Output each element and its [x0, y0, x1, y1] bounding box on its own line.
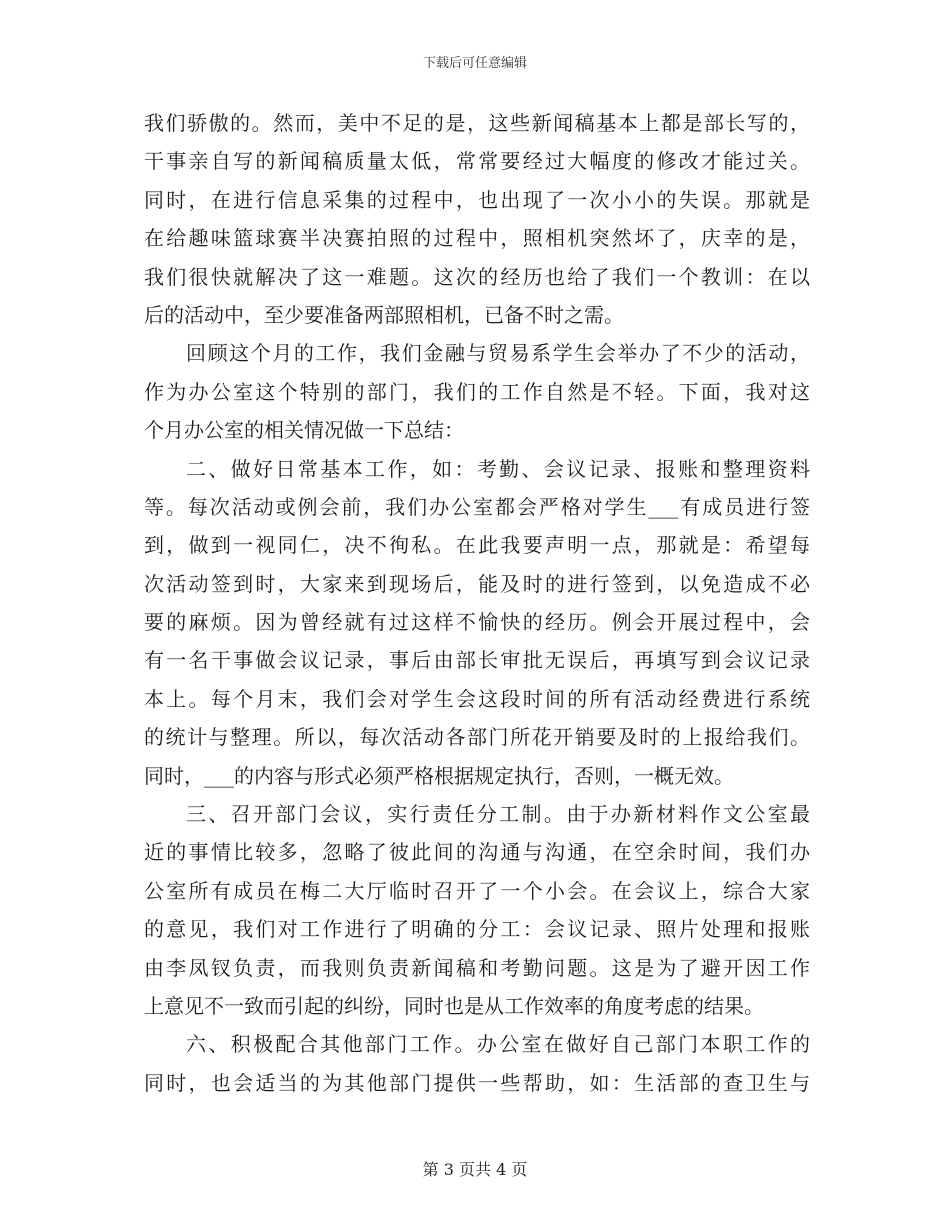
- paragraph-start-line: 回顾这个月的工作，我们金融与贸易系学生会举办了不少的活动，: [186, 341, 810, 366]
- paragraph-start-line: 二、做好日常基本工作，如：考勤、会议记录、报账和整理资料: [186, 456, 810, 481]
- body-line: 本上。每个月末，我们会对学生会这段时间的所有活动经费进行系统: [144, 686, 810, 711]
- body-line: 要的麻烦。因为曾经就有过这样不愉快的经历。例会开展过程中，会: [144, 610, 810, 635]
- body-line: 的意见，我们对工作进行了明确的分工：会议记录、照片处理和报账: [144, 917, 810, 942]
- body-line: 个月办公室的相关情况做一下总结：: [144, 418, 464, 443]
- paragraph-start-line: 三、召开部门会议，实行责任分工制。由于办新材料作文公室最: [186, 802, 810, 827]
- page-number: 第 3 页共 4 页: [422, 1160, 528, 1179]
- body-line: 同时，也会适当的为其他部门提供一些帮助，如：生活部的查卫生与: [144, 1070, 810, 1095]
- body-line: 同时，___的内容与形式必须严格根据规定执行，否则，一概无效。: [144, 763, 734, 788]
- body-line: 作为办公室这个特别的部门，我们的工作自然是不轻。下面，我对这: [144, 379, 810, 404]
- body-line: 的统计与整理。所以，每次活动各部门所花开销要及时的上报给我们。: [144, 725, 810, 750]
- body-line: 近的事情比较多，忽略了彼此间的沟通与沟通，在空余时间，我们办: [144, 840, 810, 865]
- body-line: 由李凤钗负责，而我则负责新闻稿和考勤问题。这是为了避开因工作: [144, 955, 810, 980]
- body-line: 后的活动中，至少要准备两部照相机，已备不时之需。: [144, 302, 624, 327]
- document-body: [144, 104, 810, 1102]
- page-header: 下载后可任意编辑: [422, 56, 527, 71]
- body-line: 上意见不一致而引起的纠纷，同时也是从工作效率的角度考虑的结果。: [144, 993, 764, 1018]
- body-line: 公室所有成员在梅二大厅临时召开了一个小会。在会议上，综合大家: [144, 878, 810, 903]
- body-line: 同时，在进行信息采集的过程中，也出现了一次小小的失误。那就是: [144, 187, 810, 212]
- body-line: 到，做到一视同仁，决不徇私。在此我要声明一点，那就是：希望每: [144, 533, 810, 558]
- body-line: 我们很快就解决了这一难题。这次的经历也给了我们一个教训：在以: [144, 264, 810, 289]
- body-line: 等。每次活动或例会前，我们办公室都会严格对学生___有成员进行签: [144, 494, 810, 519]
- body-line: 干事亲自写的新闻稿质量太低，常常要经过大幅度的修改才能过关。: [144, 149, 810, 174]
- body-line: 次活动签到时，大家来到现场后，能及时的进行签到，以免造成不必: [144, 571, 810, 596]
- body-line: 有一名干事做会议记录，事后由部长审批无误后，再填写到会议记录: [144, 648, 810, 673]
- body-line: 我们骄傲的。然而，美中不足的是，这些新闻稿基本上都是部长写的，: [144, 111, 810, 135]
- body-line: 在给趣味篮球赛半决赛拍照的过程中，照相机突然坏了，庆幸的是，: [144, 226, 810, 251]
- paragraph-start-line: 六、积极配合其他部门工作。办公室在做好自己部门本职工作的: [186, 1032, 810, 1057]
